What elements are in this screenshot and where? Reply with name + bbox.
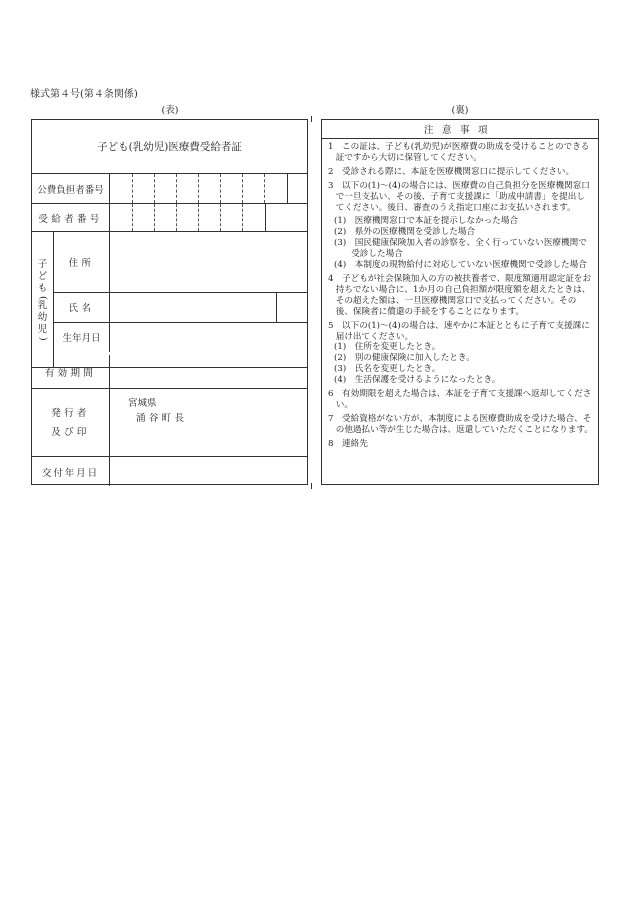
validity-row [32,355,307,389]
note-3-sub-3: (3) 国民健康保険加入者の診察を、全く行っていない医療機関で受診した場合 [334,238,587,260]
note-4: 4 子どもが社会保険加入の方の被扶養者で、限度額適用認定証をお持ちでない場合に、1か月の自己負担額が限度額を超えたときは、その超えた額は、一旦医療機関窓口で支払ってください。その後、保険者に償還の手続をすることになります。 [328,273,592,317]
child-block [32,232,307,368]
cert-title: 子ども(乳幼児)医療費受給者証 [97,141,242,153]
back-side-label: (裏) [451,105,469,116]
notes-title: 注意事項 [322,120,598,139]
validity-field[interactable] [110,355,307,388]
recipient-number-label: 受給者番号 [32,204,110,231]
note-5-sub-2: (2) 別の健康保険に加入したとき。 [334,353,475,364]
note-3-sub-4: (4) 本制度の現物給付に対応していない医療機関で受診した場合 [334,260,587,271]
crop-tick-bottom [311,483,312,489]
name-row [54,292,307,323]
payer-number-field[interactable] [110,174,307,203]
note-7: 7 受給資格がない方が、本制度による医療費助成を受けた場合、その他過払い等が生じた場合は、返還していただくことになります。 [328,413,593,435]
issuer-pref: 宮城県 [128,398,157,409]
note-6: 6 有効期限を超えた場合は、本証を子育て支援課へ返却してください。 [328,389,592,410]
child-label: 子 ど も ( 乳 幼 児 ) [32,232,54,367]
note-3: 3 以下の(1)～(4)の場合には、医療費の自己負担分を医療機関窓口で一旦支払い、その後、子育て支援課に「助成申請書」を提出してください。後日、審査のうえ指定口座にお支払いされます。 [328,180,590,213]
note-5-sub-3: (3) 氏名を変更したとき。 [334,364,441,375]
note-1: 1 この証は、子ども(乳幼児)が医療費の助成を受けることのできる証ですから大切に保管してください。 [328,142,590,163]
address-field[interactable] [110,232,307,292]
issuer-row [32,389,307,457]
payer-number-label: 公費負担者番号 [32,174,110,203]
note-5: 5 以下の(1)～(4)の場合は、速やかに本証とともに子育て支援課に届け出てください。 [328,320,590,342]
issuer-info [128,397,187,426]
validity-label: 有効期間 [32,355,110,388]
issuer-mayor: 涌谷町長 [136,412,188,424]
recipient-number-row [32,204,307,232]
birth-label: 生年月日 [54,322,110,352]
note-2: 2 受診される際に、本証を医療機関窓口に提示してください。 [328,166,575,177]
note-8: 8 連絡先 [328,438,368,449]
issue-date-label: 交付年月日 [32,457,110,486]
note-5-sub-1: (1) 住所を変更したとき。 [334,342,441,353]
note-3-sub-2: (2) 県外の医療機関を受診した場合 [334,227,476,238]
notes-list [322,139,598,450]
birth-row [54,322,307,352]
front-card [31,119,308,485]
back-card [321,119,599,485]
birth-field[interactable] [110,322,307,352]
note-3-sub-1: (1) 医療機関窓口で本証を提示しなかった場合 [334,216,519,227]
address-label: 住所 [54,232,110,292]
note-5-sub-4: (4) 生活保護を受けるようになったとき。 [334,375,501,386]
issuer-label: 発行者 及び印 [32,389,110,456]
recipient-number-field[interactable] [110,204,307,231]
address-row [54,232,307,293]
name-label: 氏名 [54,292,110,322]
cert-title-row [32,120,307,174]
payer-number-row [32,174,307,204]
crop-tick-top [311,116,312,122]
name-field[interactable] [110,292,307,322]
issue-date-row [32,457,307,486]
issue-date-field[interactable] [110,457,307,486]
form-title: 様式第４号(第４条関係) [30,89,138,100]
front-side-label: (表) [161,105,179,116]
